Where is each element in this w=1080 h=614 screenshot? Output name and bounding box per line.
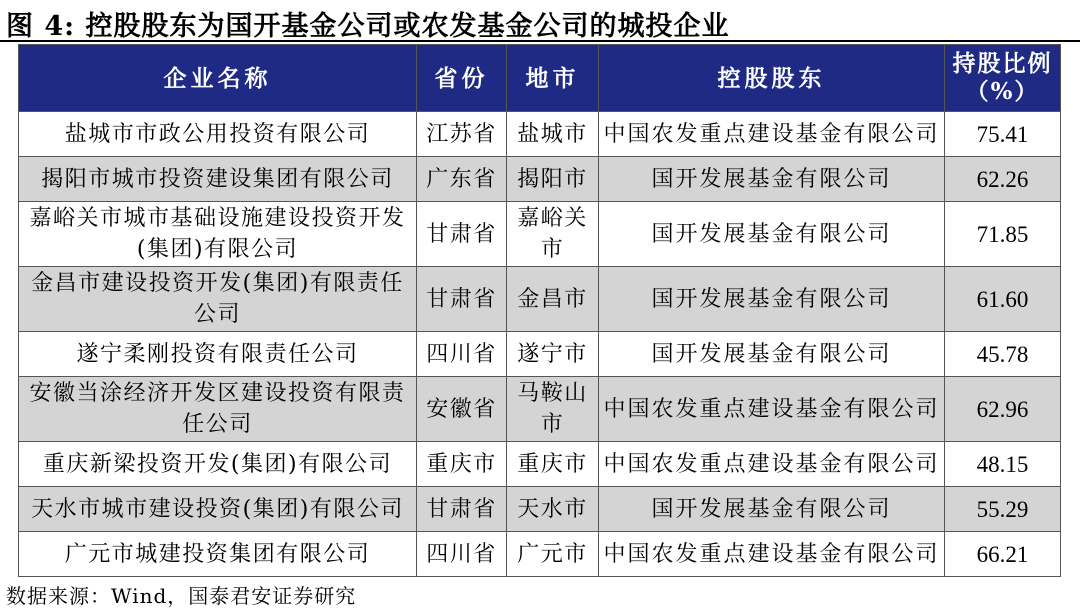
- province: 重庆市: [417, 442, 507, 487]
- city: 遂宁市: [507, 332, 599, 377]
- city: 嘉峪关市: [507, 202, 599, 267]
- controlling-shareholder: 中国农发重点建设基金有限公司: [599, 442, 945, 487]
- share-ratio: 61.60: [945, 267, 1061, 332]
- controlling-shareholder: 中国农发重点建设基金有限公司: [599, 377, 945, 442]
- header-company: 企业名称: [19, 45, 417, 112]
- company-name: 重庆新梁投资开发(集团)有限公司: [19, 442, 417, 487]
- source-note: 数据来源：Wind，国泰君安证券研究: [6, 584, 357, 608]
- share-ratio: 62.96: [945, 377, 1061, 442]
- company-name: 天水市城市建设投资(集团)有限公司: [19, 487, 417, 532]
- company-table: [18, 44, 1061, 577]
- header-holder: 控股股东: [599, 45, 945, 112]
- table-row: [19, 157, 1061, 202]
- controlling-shareholder: 国开发展基金有限公司: [599, 267, 945, 332]
- city: 马鞍山市: [507, 377, 599, 442]
- controlling-shareholder: 中国农发重点建设基金有限公司: [599, 112, 945, 157]
- province: 广东省: [417, 157, 507, 202]
- share-ratio: 62.26: [945, 157, 1061, 202]
- share-ratio: 48.15: [945, 442, 1061, 487]
- company-name: 安徽当涂经济开发区建设投资有限责任公司: [19, 377, 417, 442]
- share-ratio: 71.85: [945, 202, 1061, 267]
- controlling-shareholder: 国开发展基金有限公司: [599, 157, 945, 202]
- share-ratio: 66.21: [945, 532, 1061, 577]
- controlling-shareholder: 中国农发重点建设基金有限公司: [599, 532, 945, 577]
- controlling-shareholder: 国开发展基金有限公司: [599, 202, 945, 267]
- controlling-shareholder: 国开发展基金有限公司: [599, 487, 945, 532]
- company-name: 盐城市市政公用投资有限公司: [19, 112, 417, 157]
- company-name: 遂宁柔刚投资有限责任公司: [19, 332, 417, 377]
- table-header-row: [19, 45, 1061, 112]
- company-name: 金昌市建设投资开发(集团)有限责任公司: [19, 267, 417, 332]
- header-city: 地市: [507, 45, 599, 112]
- province: 江苏省: [417, 112, 507, 157]
- share-ratio: 45.78: [945, 332, 1061, 377]
- table-row: [19, 112, 1061, 157]
- province: 四川省: [417, 532, 507, 577]
- table-row: [19, 442, 1061, 487]
- company-name: 广元市城建投资集团有限公司: [19, 532, 417, 577]
- company-name: 嘉峪关市城市基础设施建设投资开发(集团)有限公司: [19, 202, 417, 267]
- city: 金昌市: [507, 267, 599, 332]
- header-ratio-line1: 持股比例: [952, 50, 1053, 77]
- city: 广元市: [507, 532, 599, 577]
- table-row: [19, 267, 1061, 332]
- city: 重庆市: [507, 442, 599, 487]
- table-row: [19, 532, 1061, 577]
- header-ratio: [945, 45, 1061, 112]
- province: 四川省: [417, 332, 507, 377]
- province: 安徽省: [417, 377, 507, 442]
- province: 甘肃省: [417, 487, 507, 532]
- figure-title-bar: [0, 0, 1080, 42]
- header-province: 省份: [417, 45, 507, 112]
- city: 盐城市: [507, 112, 599, 157]
- figure-title: 图 4: 控股股东为国开基金公司或农发基金公司的城投企业: [6, 11, 730, 42]
- table-row: [19, 487, 1061, 532]
- header-ratio-line2: （%）: [965, 78, 1040, 105]
- province: 甘肃省: [417, 267, 507, 332]
- share-ratio: 75.41: [945, 112, 1061, 157]
- city: 揭阳市: [507, 157, 599, 202]
- city: 天水市: [507, 487, 599, 532]
- company-name: 揭阳市城市投资建设集团有限公司: [19, 157, 417, 202]
- controlling-shareholder: 国开发展基金有限公司: [599, 332, 945, 377]
- table-row: [19, 202, 1061, 267]
- province: 甘肃省: [417, 202, 507, 267]
- table-row: [19, 332, 1061, 377]
- share-ratio: 55.29: [945, 487, 1061, 532]
- table-row: [19, 377, 1061, 442]
